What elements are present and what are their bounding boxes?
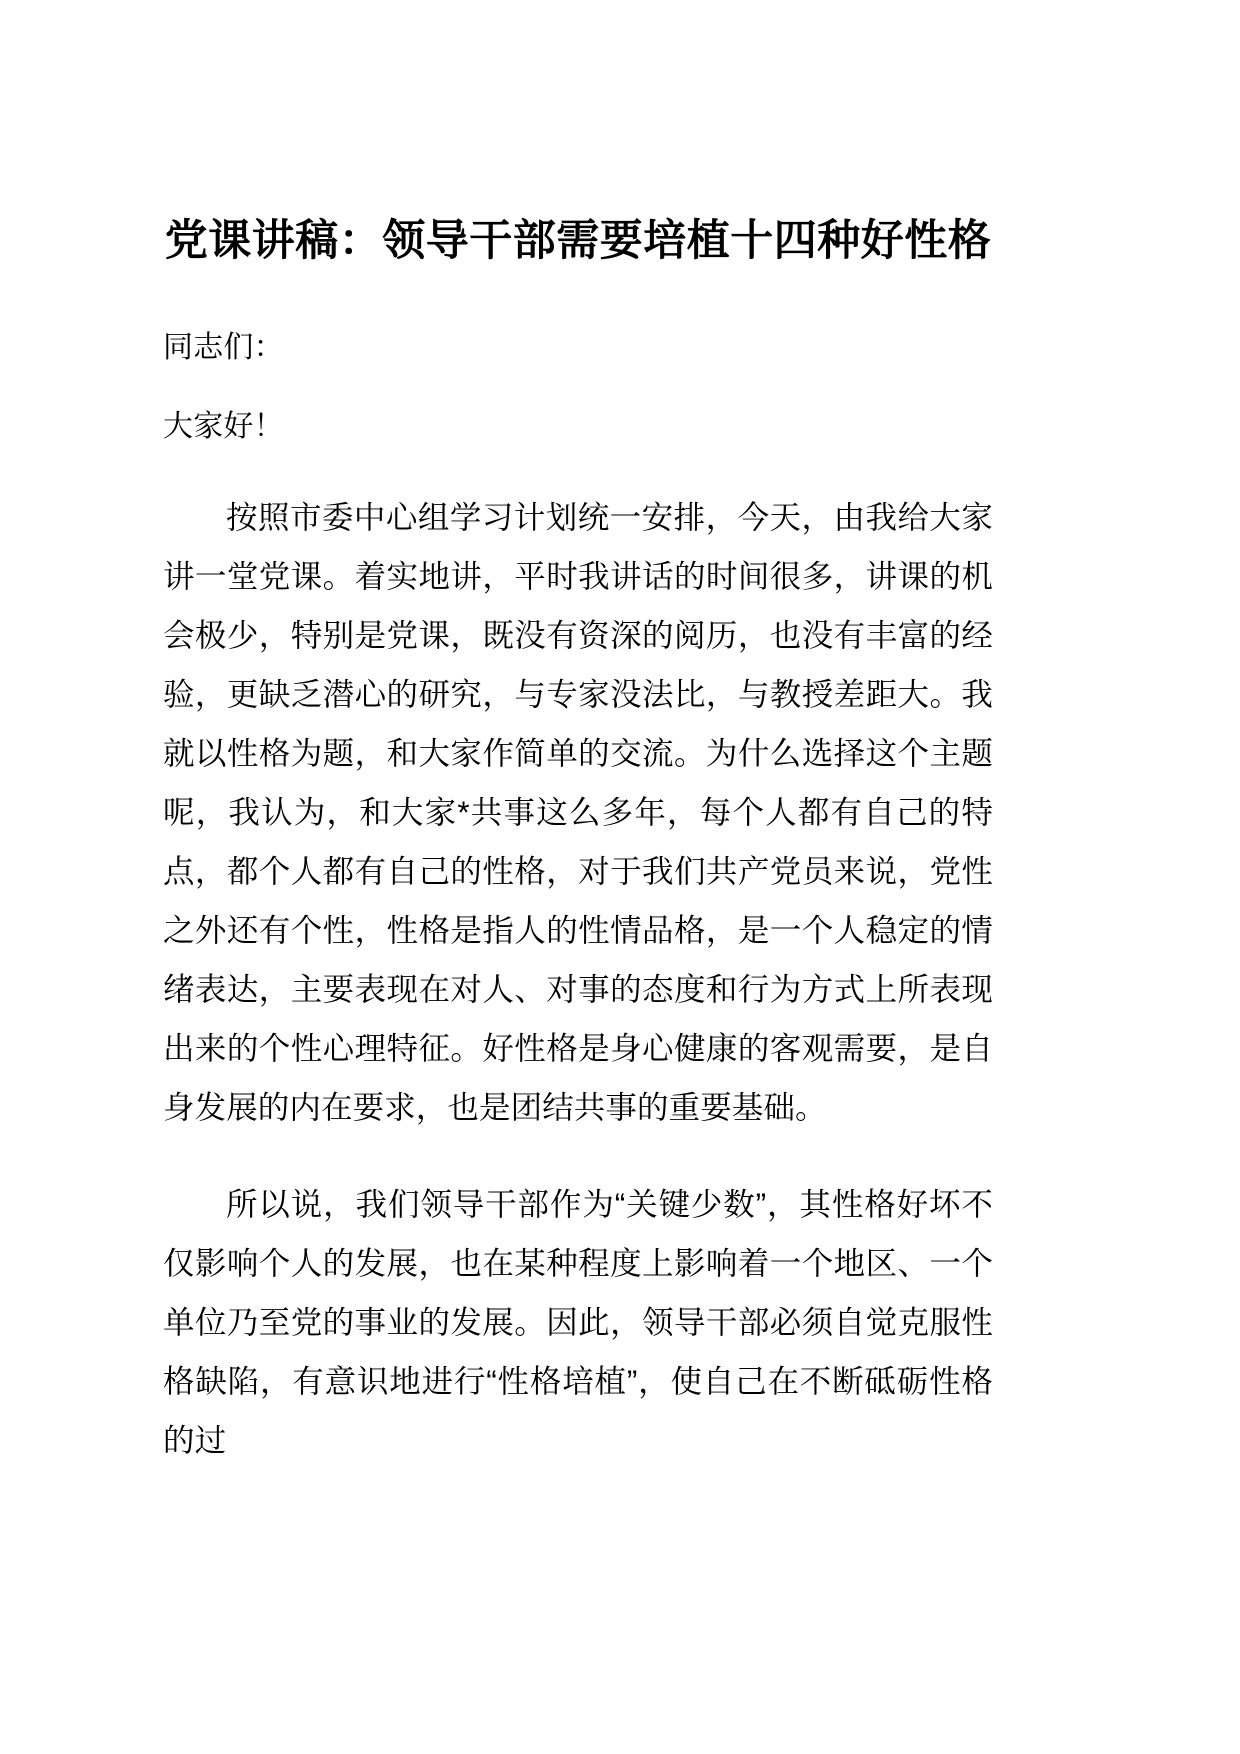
- body-paragraph-1: 按照市委中心组学习计划统一安排，今天，由我给大家讲一堂党课。着实地讲，平时我讲话的时间很多，讲课的机会极少，特别是党课，既没有资深的阅历，也没有丰富的经验，更缺乏潜心的研究，与专家没法比，与教授差距大。我就以性格为题，和大家作简单的交流。为什么选择这个主题呢，我认为，和大家*共事这么多年，每个人都有自己的特点，都个人都有自己的性格，对于我们共产党员来说，党性之外还有个性，性格是指人的性情品格，是一个人稳定的情绪表达，主要表现在对人、对事的态度和行为方式上所表现出来的个性心理特征。好性格是身心健康的客观需要，是自身发展的内在要求，也是团结共事的重要基础。: [163, 498, 993, 1125]
- salutation-line-2: 大家好！: [163, 409, 284, 443]
- body-paragraph-2: 所以说，我们领导干部作为“关键少数”，其性格好坏不仅影响个人的发展，也在某种程度上影响着一个地区、一个单位乃至党的事业的发展。因此，领导干部必须自觉克服性格缺陷，有意识地进行“性格培植”，使自己在不断砥砺性格的过: [163, 1185, 993, 1458]
- page-title: 党课讲稿：领导干部需要培植十四种好性格: [164, 217, 992, 265]
- document-content: [163, 0, 993, 1470]
- salutation-line-1: 同志们：: [163, 330, 284, 364]
